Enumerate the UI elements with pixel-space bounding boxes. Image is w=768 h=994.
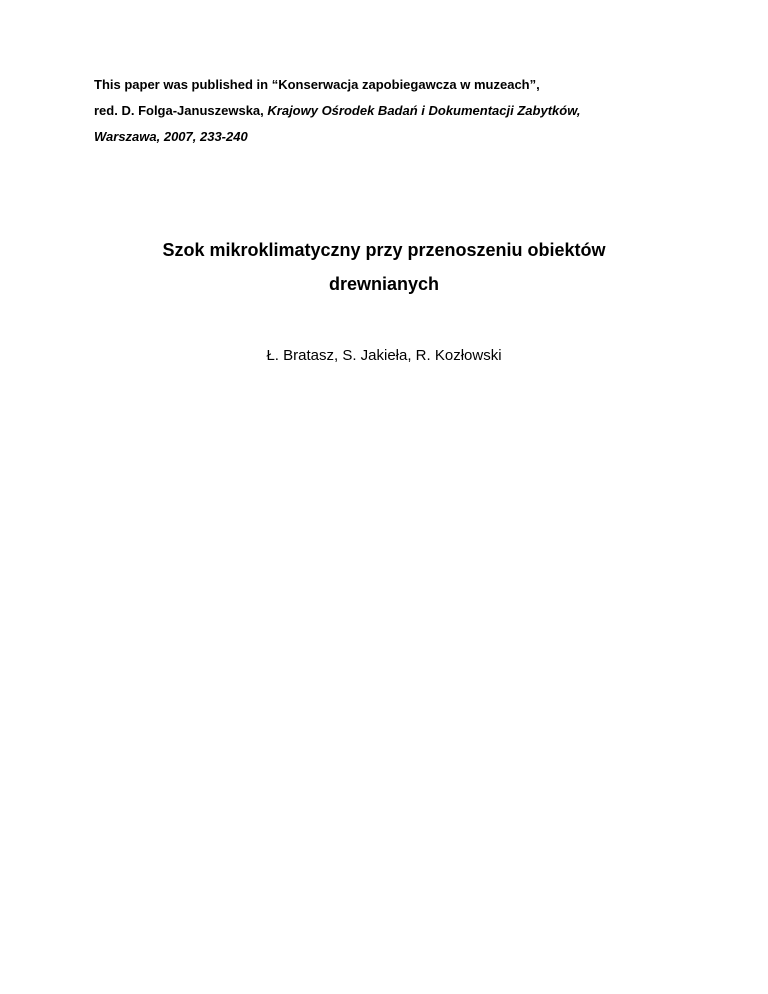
paper-title-line-2: drewnianych [328,274,440,294]
publication-note-line-3: Warszawa, 2007, 233-240 [94,129,248,144]
paper-authors: Ł. Bratasz, S. Jakieła, R. Kozłowski [266,347,502,364]
publication-note-editor: red. D. Folga-Januszewska, [94,103,268,118]
publication-note-line-2 [94,98,714,124]
paper-title [0,233,768,301]
publication-note-publisher: Krajowy Ośrodek Badań i Dokumentacji Zabytków, [267,103,581,118]
publication-note-line-1: This paper was published in “Konserwacja zapobiegawcza w muzeach”, [94,77,540,92]
publication-note [94,72,714,150]
paper-title-line-1: Szok mikroklimatyczny przy przenoszeniu obiektów [162,240,606,260]
